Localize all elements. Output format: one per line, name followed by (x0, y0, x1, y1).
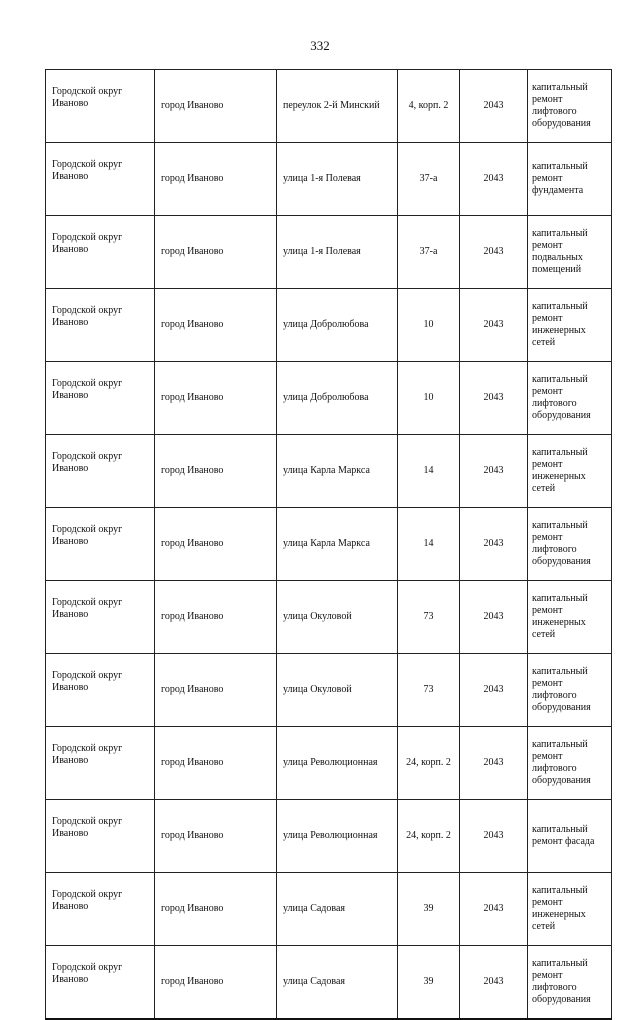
page-number: 332 (310, 38, 330, 53)
cell-year: 2043 (460, 143, 528, 216)
cell-house-number: 10 (398, 289, 460, 362)
cell-street: улица Садовая (277, 946, 398, 1020)
table-row (46, 289, 612, 362)
cell-settlement: город Иваново (155, 508, 277, 581)
cell-settlement: город Иваново (155, 873, 277, 946)
cell-work-type: капитальный ремонт фундамента (528, 143, 612, 216)
cell-house-number: 24, корп. 2 (398, 727, 460, 800)
cell-house-number: 14 (398, 508, 460, 581)
cell-house-number: 4, корп. 2 (398, 70, 460, 143)
cell-work-type: капитальный ремонт инженерных сетей (528, 289, 612, 362)
cell-settlement: город Иваново (155, 143, 277, 216)
cell-settlement: город Иваново (155, 289, 277, 362)
table-row (46, 800, 612, 873)
cell-year: 2043 (460, 435, 528, 508)
cell-municipality: Городской округ Иваново (46, 362, 155, 435)
table-row (46, 727, 612, 800)
cell-year: 2043 (460, 800, 528, 873)
cell-municipality: Городской округ Иваново (46, 435, 155, 508)
table-row (46, 362, 612, 435)
cell-work-type: капитальный ремонт инженерных сетей (528, 435, 612, 508)
table-row (46, 70, 612, 143)
cell-year: 2043 (460, 727, 528, 800)
cell-house-number: 73 (398, 654, 460, 727)
cell-municipality: Городской округ Иваново (46, 216, 155, 289)
cell-street: улица Добролюбова (277, 289, 398, 362)
cell-year: 2043 (460, 581, 528, 654)
cell-municipality: Городской округ Иваново (46, 727, 155, 800)
cell-settlement: город Иваново (155, 654, 277, 727)
cell-municipality: Городской округ Иваново (46, 508, 155, 581)
cell-house-number: 37-а (398, 143, 460, 216)
repair-registry-table (45, 69, 612, 1020)
cell-work-type: капитальный ремонт инженерных сетей (528, 581, 612, 654)
cell-street: улица Окуловой (277, 581, 398, 654)
cell-street: улица Окуловой (277, 654, 398, 727)
cell-house-number: 14 (398, 435, 460, 508)
cell-house-number: 39 (398, 873, 460, 946)
cell-house-number: 73 (398, 581, 460, 654)
cell-house-number: 39 (398, 946, 460, 1020)
table-row (46, 435, 612, 508)
cell-municipality: Городской округ Иваново (46, 873, 155, 946)
cell-house-number: 37-а (398, 216, 460, 289)
cell-settlement: город Иваново (155, 727, 277, 800)
cell-municipality: Городской округ Иваново (46, 581, 155, 654)
cell-municipality: Городской округ Иваново (46, 800, 155, 873)
cell-settlement: город Иваново (155, 800, 277, 873)
cell-municipality: Городской округ Иваново (46, 289, 155, 362)
cell-work-type: капитальный ремонт инженерных сетей (528, 873, 612, 946)
cell-work-type: капитальный ремонт лифтового оборудования (528, 727, 612, 800)
cell-year: 2043 (460, 289, 528, 362)
cell-year: 2043 (460, 508, 528, 581)
cell-street: улица 1-я Полевая (277, 143, 398, 216)
cell-street: улица Карла Маркса (277, 435, 398, 508)
cell-year: 2043 (460, 362, 528, 435)
cell-settlement: город Иваново (155, 70, 277, 143)
cell-settlement: город Иваново (155, 946, 277, 1020)
cell-work-type: капитальный ремонт лифтового оборудования (528, 946, 612, 1020)
cell-municipality: Городской округ Иваново (46, 654, 155, 727)
cell-municipality: Городской округ Иваново (46, 143, 155, 216)
cell-work-type: капитальный ремонт лифтового оборудования (528, 70, 612, 143)
cell-house-number: 10 (398, 362, 460, 435)
cell-settlement: город Иваново (155, 216, 277, 289)
cell-year: 2043 (460, 216, 528, 289)
table-row (46, 216, 612, 289)
cell-year: 2043 (460, 70, 528, 143)
table-row (46, 654, 612, 727)
cell-settlement: город Иваново (155, 435, 277, 508)
table-body (46, 70, 612, 1020)
table-row (46, 581, 612, 654)
cell-street: улица Революционная (277, 727, 398, 800)
cell-work-type: капитальный ремонт фасада (528, 800, 612, 873)
cell-work-type: капитальный ремонт лифтового оборудования (528, 362, 612, 435)
cell-work-type: капитальный ремонт лифтового оборудования (528, 654, 612, 727)
cell-year: 2043 (460, 873, 528, 946)
cell-work-type: капитальный ремонт подвальных помещений (528, 216, 612, 289)
table-row (46, 873, 612, 946)
cell-work-type: капитальный ремонт лифтового оборудования (528, 508, 612, 581)
cell-street: улица 1-я Полевая (277, 216, 398, 289)
cell-house-number: 24, корп. 2 (398, 800, 460, 873)
cell-street: улица Садовая (277, 873, 398, 946)
cell-settlement: город Иваново (155, 581, 277, 654)
table-row (46, 508, 612, 581)
cell-street: переулок 2-й Минский (277, 70, 398, 143)
table-row (46, 946, 612, 1020)
cell-year: 2043 (460, 654, 528, 727)
cell-street: улица Карла Маркса (277, 508, 398, 581)
cell-street: улица Добролюбова (277, 362, 398, 435)
cell-street: улица Революционная (277, 800, 398, 873)
cell-year: 2043 (460, 946, 528, 1020)
cell-municipality: Городской округ Иваново (46, 946, 155, 1020)
table-row (46, 143, 612, 216)
cell-municipality: Городской округ Иваново (46, 70, 155, 143)
cell-settlement: город Иваново (155, 362, 277, 435)
